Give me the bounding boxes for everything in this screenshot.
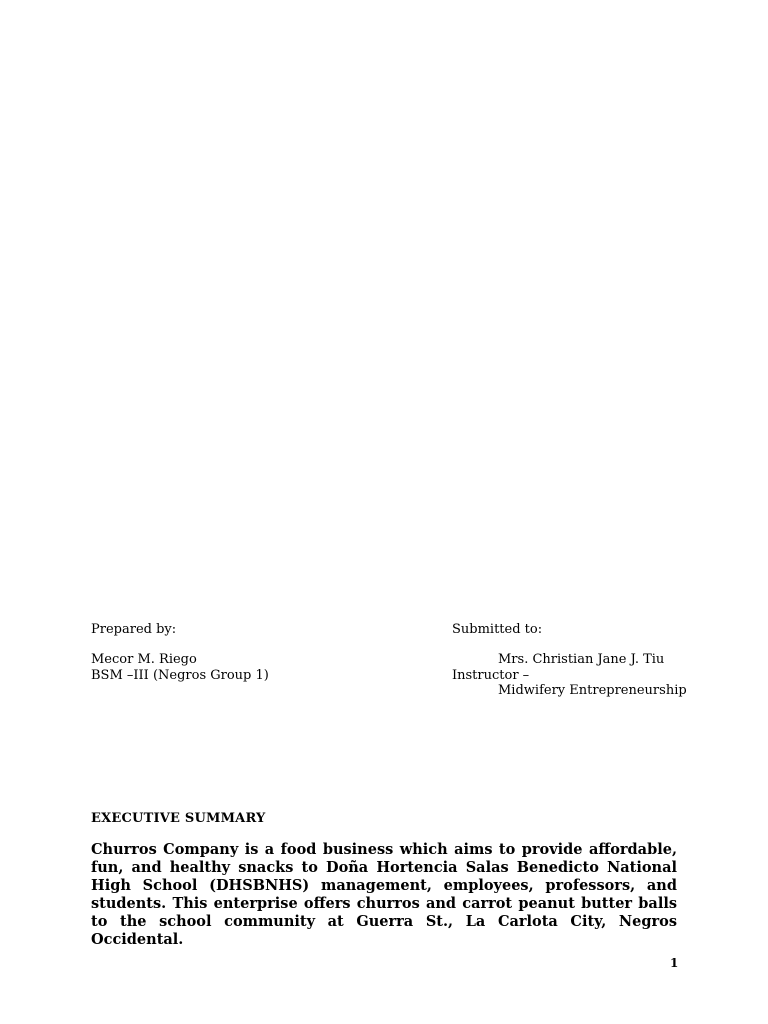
executive-summary-body: Churros Company is a food business which aims to provide affordable, fun, and healthy snacks to Doña Hortencia Salas Benedicto National High School (DHSBNHS) management, employees, professors, and students. This enterprise offers churros and carrot peanut butter balls to the school community at Guerra St., La Carlota City, Negros Occidental.: [91, 841, 677, 948]
instructor-role: Instructor –: [452, 668, 530, 683]
preparer-section: BSM –III (Negros Group 1): [91, 668, 269, 683]
preparer-name: Mecor M. Riego: [91, 652, 197, 667]
instructor-name: Mrs. Christian Jane J. Tiu: [498, 652, 665, 667]
submitted-to-label: Submitted to:: [452, 622, 543, 637]
page-number: 1: [670, 956, 679, 970]
prepared-by-label: Prepared by:: [91, 622, 177, 637]
course-name: Midwifery Entrepreneurship: [498, 683, 687, 698]
executive-summary-heading: EXECUTIVE SUMMARY: [91, 811, 266, 826]
